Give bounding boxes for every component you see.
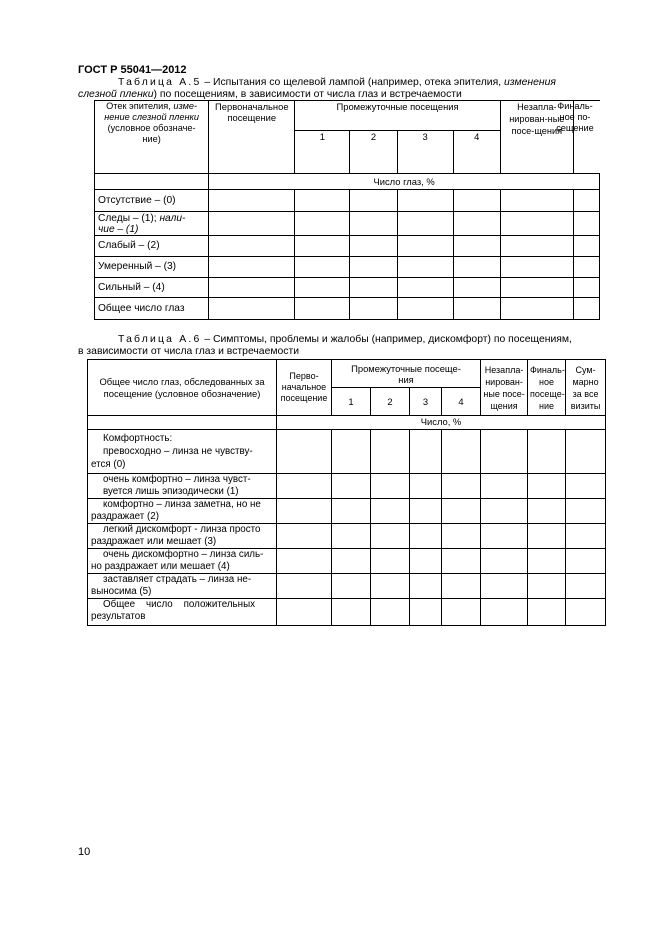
table6-row-label xyxy=(88,524,277,549)
table5-caption-line1 xyxy=(118,77,618,89)
table6-visit-4: 4 xyxy=(442,388,481,416)
table5-first-text1: Отек эпителия, xyxy=(106,101,174,111)
standard-header: ГОСТ Р 55041—2012 xyxy=(78,64,187,76)
table5-row-label-ital2: чие – (1) xyxy=(98,223,139,235)
table5-row-label: Отсутствие – (0) xyxy=(95,190,209,212)
table5-visit-2: 2 xyxy=(350,131,397,174)
table5-row-label: Слабый – (2) xyxy=(95,236,209,257)
table6-visit-2: 2 xyxy=(371,388,410,416)
table6-header-total: Сум-марно за все визиты xyxy=(566,360,606,416)
table5-first-ital1: изме- xyxy=(173,101,198,111)
table5-row-label: Умеренный – (3) xyxy=(95,257,209,278)
table6-caption-line2: в зависимости от числа глаз и встречаемости xyxy=(78,346,300,357)
table6-unit-label: Число, % xyxy=(277,416,606,430)
table6-header-unscheduled: Незапла-нирован-ные посе-щения xyxy=(481,360,528,416)
table6-row-label xyxy=(88,599,277,626)
table6-row-line: Общее число положительных xyxy=(103,599,256,610)
table6-row-line: комфортно – линза заметна, но не xyxy=(103,499,261,510)
table6-caption-text: – Симптомы, проблемы и жалобы (например, дискомфорт) по посещениям, xyxy=(201,334,572,345)
table6-row-label xyxy=(88,474,277,499)
table5-header-first xyxy=(95,101,209,174)
table5-visit-4: 4 xyxy=(453,131,500,174)
table5-first-ital2: нение слезной пленки xyxy=(104,112,199,122)
table6-row-line: заставляет страдать – линза не- xyxy=(103,574,252,585)
table5-caption-ital: изменения xyxy=(504,77,556,88)
table6-row-line: превосходно – линза не чувству- xyxy=(103,446,253,457)
table5-row-label: Сильный – (4) xyxy=(95,278,209,298)
table-a6 xyxy=(87,359,606,626)
table6-unit-blank xyxy=(88,416,277,430)
table6-header-final: Финаль-ное посеще-ние xyxy=(528,360,566,416)
table5-caption-text2: ) по посещениям, в зависимости от числа глаз и встречаемости xyxy=(153,89,462,100)
table6-row-label xyxy=(88,430,277,474)
table6-caption-line1 xyxy=(118,334,572,346)
table5-caption-label: Таблица А.5 xyxy=(118,77,202,88)
table6-visit-3: 3 xyxy=(410,388,442,416)
table5-row-label: Общее число глаз xyxy=(95,298,209,320)
table6-row-line: легкий дискомфорт - линза просто xyxy=(103,524,261,535)
table5-unit-blank xyxy=(95,174,209,190)
table6-row-line: очень комфортно – линза чувст- xyxy=(103,474,251,485)
table5-caption-text: – Испытания со щелевой лампой (например, отека эпителия, xyxy=(201,77,505,88)
table5-first-text3: (условное обозначе- xyxy=(107,123,196,133)
table6-visit-1: 1 xyxy=(332,388,371,416)
table5-header-unscheduled: Незапла-нирован-ные посе-щения xyxy=(500,101,573,174)
table5-first-text4: ние) xyxy=(142,134,161,144)
page-number: 10 xyxy=(78,846,91,858)
table5-caption-ital2: слезной пленки xyxy=(78,89,154,100)
table6-row-line: раздражает или мешает (3) xyxy=(91,536,217,547)
table6-header-intermediate: Промежуточные посеще-ния xyxy=(332,360,481,388)
table5-row-label-part: Следы – (1); xyxy=(98,212,160,224)
table6-row-label xyxy=(88,549,277,574)
table6-header-first: Общее число глаз, обследованных за посещение (условное обозначение) xyxy=(88,360,277,416)
table6-row-line: результатов xyxy=(91,611,146,622)
table6-header-initial: Перво-начальное посещение xyxy=(277,360,332,416)
table5-unit-label: Число глаз, % xyxy=(209,174,600,190)
table5-header-intermediate: Промежуточные посещения xyxy=(295,101,500,131)
table6-row-line: ется (0) xyxy=(91,459,126,470)
table5-row-label xyxy=(95,212,209,236)
table6-row-line: Комфортность: xyxy=(103,433,173,444)
table6-row-line: вуется лишь эпизодически (1) xyxy=(103,486,239,497)
table-a5 xyxy=(94,100,600,320)
table5-row-label-ital: нали- xyxy=(159,212,186,224)
table6-row-line: очень дискомфортно – линза силь- xyxy=(103,549,264,560)
table6-row-label xyxy=(88,574,277,599)
table5-header-initial: Первоначальное посещение xyxy=(209,101,295,174)
table6-row-line: но раздражает или мешает (4) xyxy=(91,561,230,572)
table5-visit-3: 3 xyxy=(397,131,453,174)
table5-header-final: Финаль-ное по-сещение xyxy=(556,101,594,133)
table6-caption-label: Таблица А.6 xyxy=(118,334,202,345)
table6-row-line: выносима (5) xyxy=(91,586,152,597)
table6-row-label xyxy=(88,499,277,524)
table6-row-line: раздражает (2) xyxy=(91,511,159,522)
table5-visit-1: 1 xyxy=(295,131,350,174)
